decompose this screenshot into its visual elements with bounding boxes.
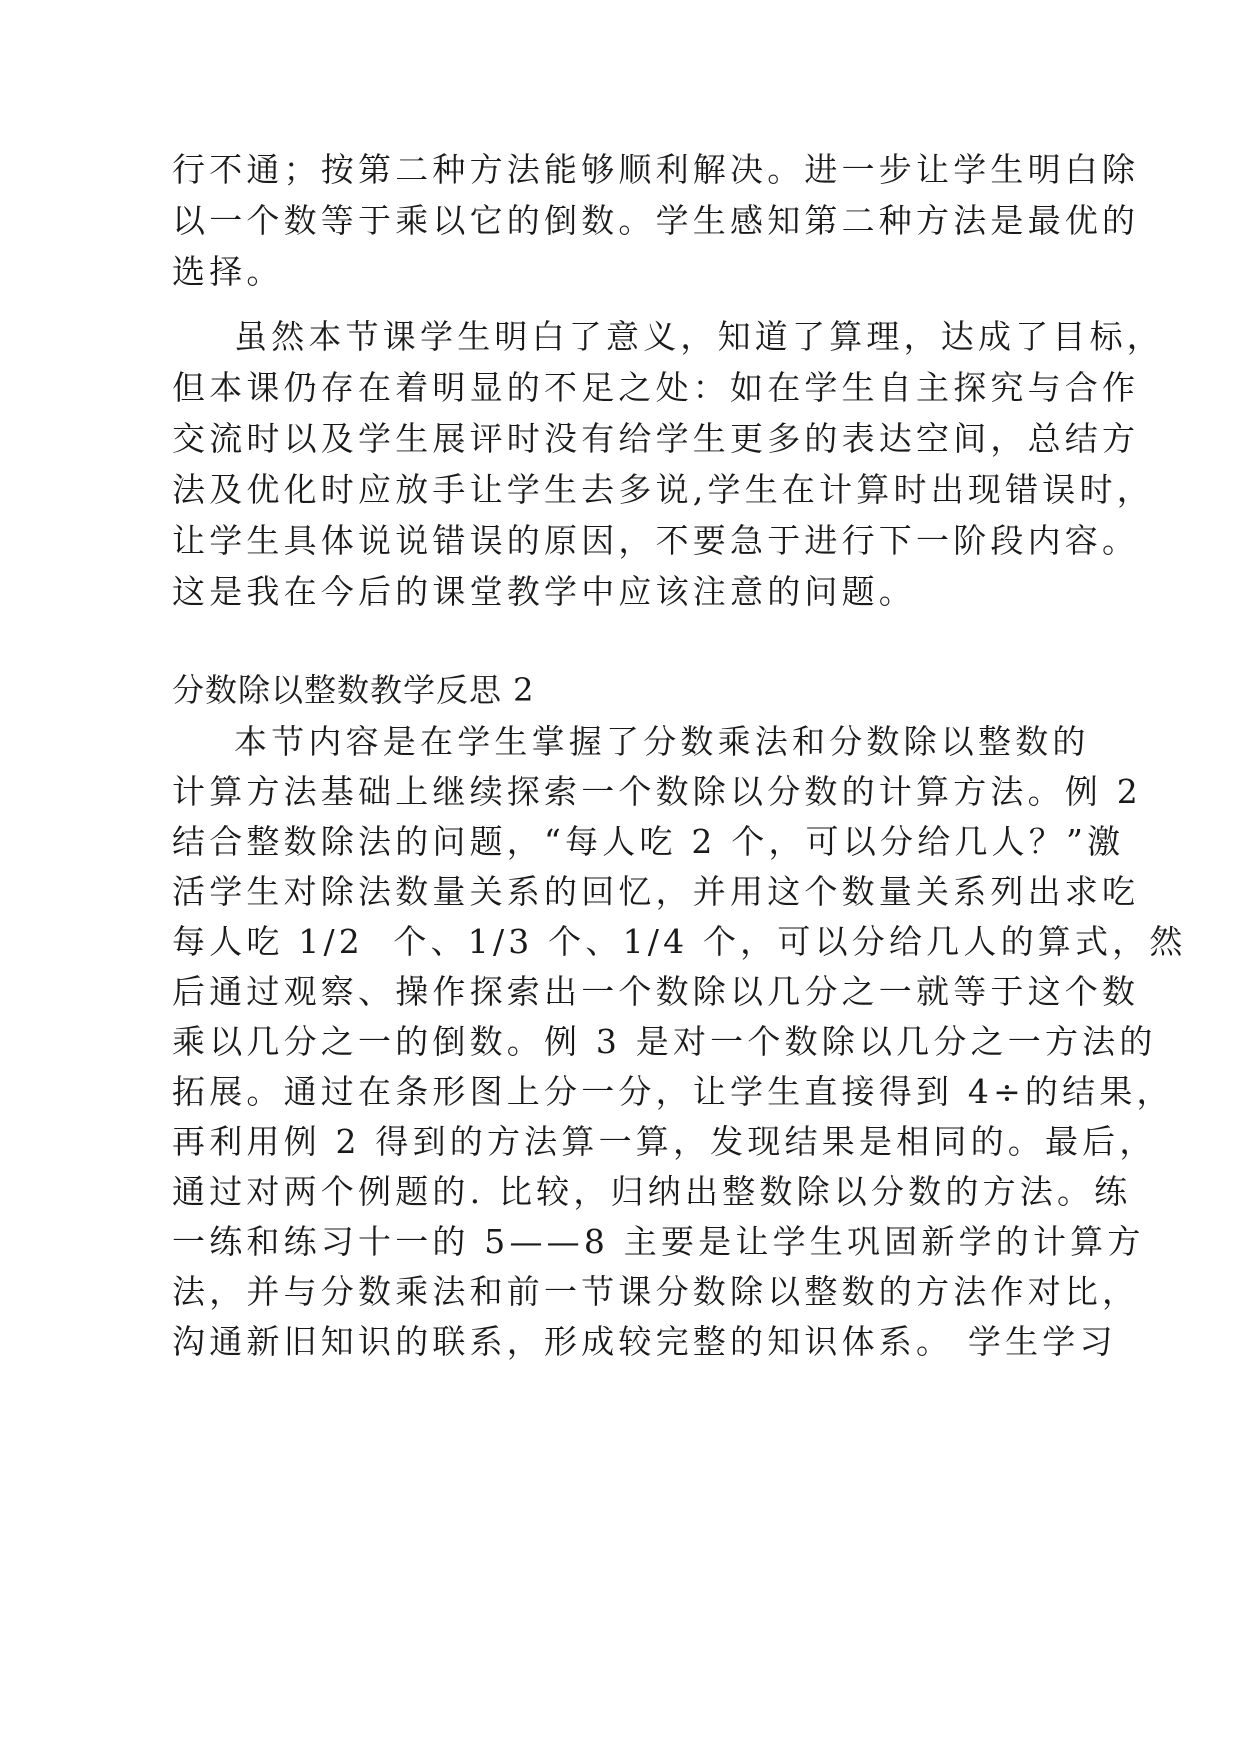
paragraph-line: 以一个数等于乘以它的倒数。学生感知第二种方法是最优的 bbox=[172, 201, 1140, 240]
paragraph-line: 但本课仍存在着明显的不足之处：如在学生自主探究与合作 bbox=[172, 368, 1140, 407]
paragraph-line: 活学生对除法数量关系的回忆，并用这个数量关系列出求吃 bbox=[172, 872, 1140, 911]
paragraph-line: 本节内容是在学生掌握了分数乘法和分数除以整数的 bbox=[234, 722, 1090, 761]
paragraph-line: 通过对两个例题的. 比较，归纳出整数除以分数的方法。练 bbox=[172, 1172, 1132, 1211]
paragraph-line: 这是我在今后的课堂教学中应该注意的问题。 bbox=[172, 572, 916, 611]
paragraph-line: 后通过观察、操作探索出一个数除以几分之一就等于这个数 bbox=[172, 972, 1140, 1011]
paragraph-line: 沟通新旧知识的联系，形成较完整的知识体系。 学生学习 bbox=[172, 1322, 1117, 1361]
paragraph-line: 乘以几分之一的倒数。例 3 是对一个数除以几分之一方法的 bbox=[172, 1022, 1157, 1061]
paragraph-line: 再利用例 2 得到的方法算一算，发现结果是相同的。最后， bbox=[172, 1122, 1157, 1161]
paragraph-line: 行不通；按第二种方法能够顺利解决。进一步让学生明白除 bbox=[172, 150, 1140, 189]
paragraph-line: 计算方法基础上继续探索一个数除以分数的计算方法。例 2 bbox=[172, 772, 1142, 811]
paragraph-line: 让学生具体说说错误的原因，不要急于进行下一阶段内容。 bbox=[172, 521, 1140, 560]
paragraph-line: 法，并与分数乘法和前一节课分数除以整数的方法作对比， bbox=[172, 1272, 1140, 1311]
paragraph-line: 交流时以及学生展评时没有给学生更多的表达空间，总结方 bbox=[172, 419, 1140, 458]
paragraph-line: 拓展。通过在条形图上分一分，让学生直接得到 4÷的结果， bbox=[172, 1072, 1174, 1111]
paragraph-line: 结合整数除法的问题，“每人吃 2 个，可以分给几人？”激 bbox=[172, 822, 1125, 861]
section-heading: 分数除以整数教学反思 2 bbox=[172, 671, 535, 709]
paragraph-line: 每人吃 1/2 个、1/3 个、1/4 个，可以分给几人的算式，然 bbox=[172, 922, 1187, 961]
paragraph-line: 选择。 bbox=[172, 252, 284, 291]
paragraph-line: 法及优化时应放手让学生去多说,学生在计算时出现错误时， bbox=[172, 470, 1154, 509]
paragraph-line: 虽然本节课学生明白了意义，知道了算理，达成了目标， bbox=[234, 317, 1164, 356]
paragraph-line: 一练和练习十一的 5——8 主要是让学生巩固新学的计算方 bbox=[172, 1222, 1145, 1261]
